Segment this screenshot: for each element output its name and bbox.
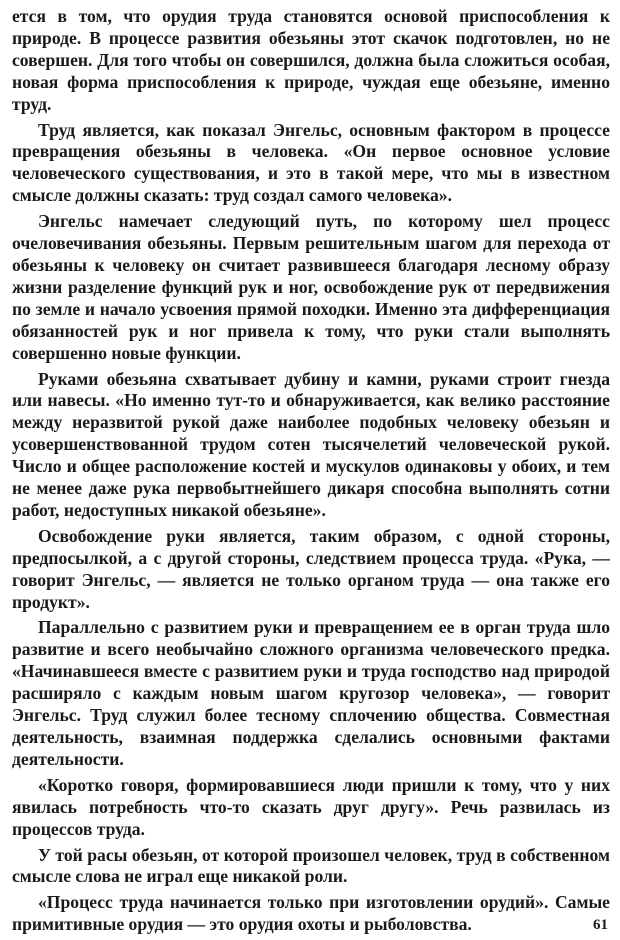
paragraph-8: У той расы обезьян, от которой произошел человек, труд в собственном смысле слова не играл еще никакой роли. <box>12 844 610 887</box>
paragraph-2: Труд является, как показал Энгельс, основным фактором в процессе превращения обезьяны в человека. «Он первое основное условие человеческого существования, и это в такой мере, что мы в известном смысле должны сказать: труд создал самого человека». <box>12 119 610 206</box>
body-text <box>12 6 610 940</box>
paragraph-9: «Процесс труда начинается только при изготовлении орудий». Самые примитивные орудия — это орудия охоты и рыболовства. <box>12 892 610 935</box>
page-number: 61 <box>593 917 608 933</box>
paragraph-6: Параллельно с развитием руки и превращением ее в орган труда шло развитие и всего необычайно сложного организма человеческого предка. «Начинавшееся вместе с развитием руки и труда господство над природой расширяло с каждым новым шагом кругозор человека», — говорит Энгельс. Труд служил более тесному сплочению общества. Совместная деятельность, взаимная поддержка сделались основными фактами деятельности. <box>12 617 610 769</box>
paragraph-7: «Коротко говоря, формировавшиеся люди пришли к тому, что у них явилась потребность что-то сказать друг другу». Речь развилась из процессов труда. <box>12 774 610 839</box>
paragraph-4: Руками обезьяна схватывает дубину и камни, руками строит гнезда или навесы. «Но именно тут-то и обнаруживается, как велико расстояние между неразвитой рукой даже наиболее подобных человеку обезьян и усовершенствованной трудом сотен тысячелетий человеческой рукой. Число и общее расположение костей и мускулов одинаковы у обоих, и тем не менее даже рука первобытнейшего дикаря способна выполнять сотни работ, недоступных никакой обезьяне». <box>12 368 610 520</box>
paragraph-3: Энгельс намечает следующий путь, по которому шел процесс очеловечивания обезьяны. Первым решительным шагом для перехода от обезьяны к человеку он считает развившееся благодаря лесному образу жизни разделение функций рук и ног, освобождение рук от передвижения по земле и начало усвоения прямой походки. Именно эта дифференциация обязанностей рук и ног привела к тому, что руки стали выполнять совершенно новые функции. <box>12 211 610 363</box>
paragraph-1: ется в том, что орудия труда становятся основой приспособления к природе. В процессе развития обезьяны этот скачок подготовлен, но не совершен. Для того чтобы он совершился, должна была сложиться особая, новая форма приспособления к природе, чуждая еще обезьяне, именно труд. <box>12 6 610 114</box>
paragraph-5: Освобождение руки является, таким образом, с одной стороны, предпосылкой, а с другой стороны, следствием процесса труда. «Рука, — говорит Энгельс, — является не только органом труда — она также его продукт». <box>12 525 610 612</box>
